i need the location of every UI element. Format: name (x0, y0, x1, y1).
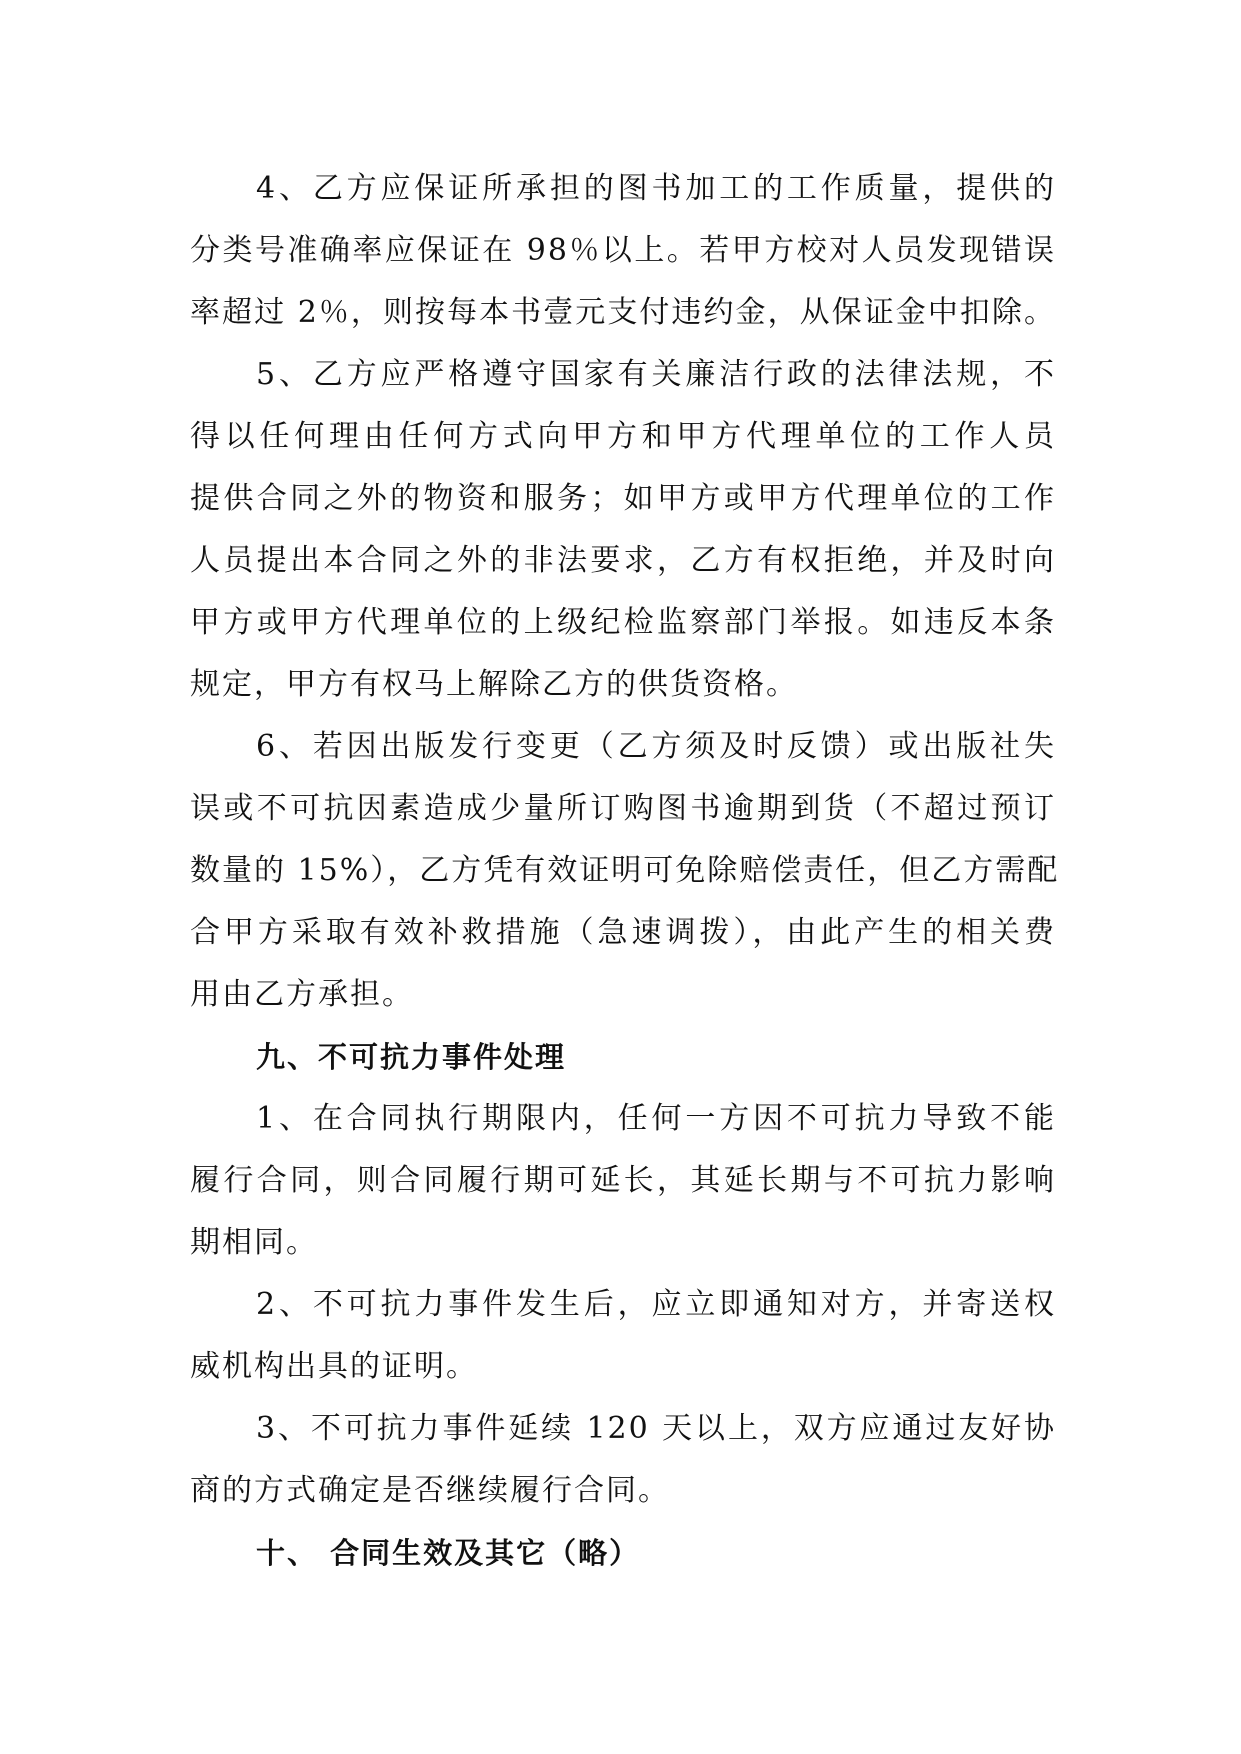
paragraph-line: 得以任何理由任何方式向甲方和甲方代理单位的工作人员 (190, 419, 1056, 454)
paragraph-line: 甲方或甲方代理单位的上级纪检监察部门举报。如违反本条 (190, 605, 1056, 640)
section-heading-force-majeure: 九、不可抗力事件处理 (256, 1040, 567, 1074)
paragraph-line: 用由乙方承担。 (190, 977, 414, 1012)
paragraph-line: 4、乙方应保证所承担的图书加工的工作质量，提供的 (256, 171, 1056, 206)
paragraph-line: 商的方式确定是否继续履行合同。 (190, 1473, 670, 1508)
paragraph-line: 期相同。 (190, 1225, 318, 1260)
paragraph-line: 3、不可抗力事件延续 120 天以上，双方应通过友好协 (256, 1411, 1056, 1446)
paragraph-line: 2、不可抗力事件发生后，应立即通知对方，并寄送权 (256, 1287, 1056, 1322)
clause-8-item-6 (190, 716, 1060, 1026)
paragraph-line: 规定，甲方有权马上解除乙方的供货资格。 (190, 667, 798, 702)
paragraph-line: 履行合同，则合同履行期可延长，其延长期与不可抗力影响 (190, 1163, 1056, 1198)
paragraph-line: 5、乙方应严格遵守国家有关廉洁行政的法律法规，不 (256, 357, 1056, 392)
paragraph-line: 误或不可抗因素造成少量所订购图书逾期到货（不超过预订 (190, 791, 1056, 826)
clause-8-item-4 (190, 158, 1056, 344)
paragraph-line: 合甲方采取有效补救措施（急速调拨），由此产生的相关费 (190, 915, 1056, 950)
document-body (190, 158, 1060, 1584)
clause-9-item-1 (190, 1088, 1056, 1274)
clause-9-item-2 (190, 1274, 1056, 1398)
paragraph-line: 1、在合同执行期限内，任何一方因不可抗力导致不能 (256, 1101, 1056, 1136)
paragraph-line: 分类号准确率应保证在 98％以上。若甲方校对人员发现错误 (190, 233, 1056, 268)
paragraph-line: 人员提出本合同之外的非法要求，乙方有权拒绝，并及时向 (190, 543, 1056, 578)
paragraph-line: 威机构出具的证明。 (190, 1349, 478, 1384)
paragraph-line: 数量的 15%），乙方凭有效证明可免除赔偿责任，但乙方需配 (190, 853, 1060, 888)
paragraph-line: 6、若因出版发行变更（乙方须及时反馈）或出版社失 (256, 729, 1056, 764)
clause-9-item-3 (190, 1398, 1056, 1522)
paragraph-line: 率超过 2％，则按每本书壹元支付违约金，从保证金中扣除。 (190, 295, 1056, 330)
paragraph-line: 提供合同之外的物资和服务；如甲方或甲方代理单位的工作 (190, 481, 1056, 516)
clause-8-item-5 (190, 344, 1056, 716)
section-heading-effectiveness: 十、 合同生效及其它（略） (256, 1536, 641, 1570)
